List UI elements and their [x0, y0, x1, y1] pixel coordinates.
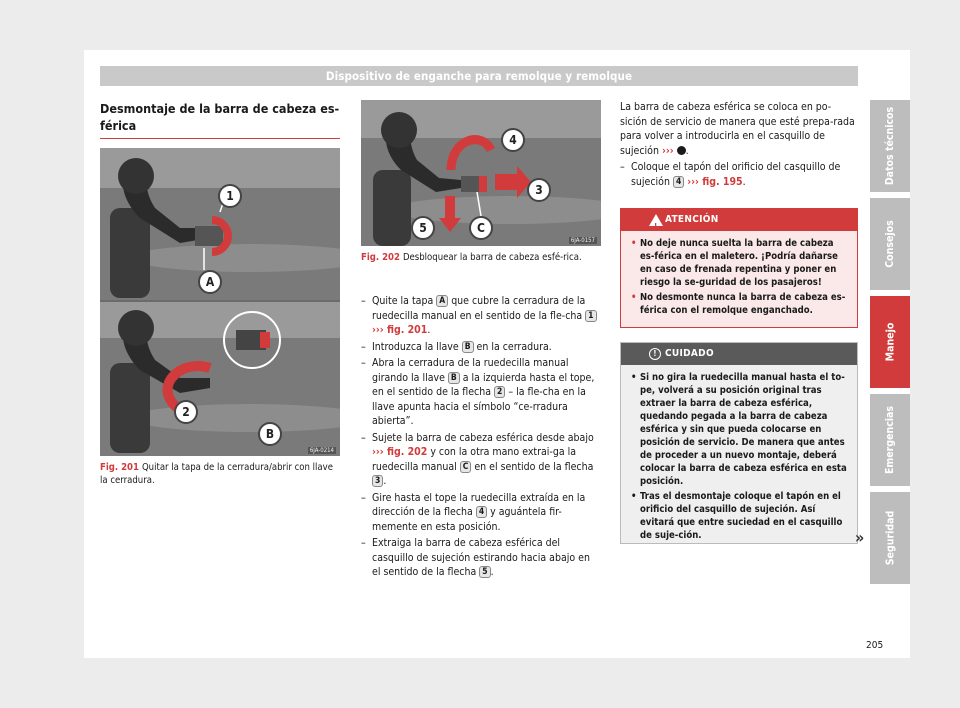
figure-202-code: 6JA-0157 — [570, 237, 595, 244]
key-3: 3 — [372, 475, 383, 487]
step-5: – Gire hasta el tope la ruedecilla extraída en la dirección de la flecha 4 y aguántela fir-memente en esta posición. — [361, 491, 601, 535]
side-tabs — [870, 100, 910, 590]
tab-consejos[interactable]: Consejos — [870, 198, 910, 290]
callout-C: C — [477, 221, 485, 235]
step-6: – Extraiga la barra de cabeza esférica del casquillo de sujeción estirando hacia abajo en el sentido de la flecha 5 . — [361, 536, 601, 580]
figure-202-text: Desbloquear la barra de cabeza esfé-rica. — [402, 252, 582, 263]
callout-3: 3 — [535, 183, 543, 197]
key-B: B — [448, 372, 460, 384]
tab-datos-tecnicos[interactable]: Datos técnicos — [870, 100, 910, 192]
right-column — [620, 100, 858, 191]
figure-202 — [361, 100, 601, 246]
ref-fig-195[interactable]: ››› fig. 195 — [687, 175, 743, 188]
step-3: – Abra la cerradura de la ruedecilla manual girando la llave B a la izquierda hasta el tope, en el sentido de la flecha 2 – la fle-cha en la llave apunta hacia el símbolo “ce-rradura abierta”. — [361, 356, 601, 429]
section-title: Desmontaje de la barra de cabeza es- férica — [100, 101, 340, 133]
callout-1: 1 — [226, 189, 234, 203]
continue-arrow-icon: » — [855, 528, 865, 547]
key-A: A — [436, 295, 448, 307]
tab-emergencias[interactable]: Emergencias — [870, 394, 910, 486]
step-2: – Introduzca la llave B en la cerradura. — [361, 340, 601, 355]
tab-manejo[interactable]: Manejo — [870, 296, 910, 388]
callout-2: 2 — [182, 405, 190, 419]
step-4: – Sujete la barra de cabeza esférica desde abajo ››› fig. 202 y con la otra mano extrai-ga la ruedecilla manual C en el sentido de la flecha 3 . — [361, 431, 601, 489]
paragraph-service-position: La barra de cabeza esférica se coloca en po-sición de servicio de manera que esté prepa-rada para volver a introducirla en el casquillo de sujeción ››› . — [620, 101, 855, 157]
key-B: B — [462, 341, 474, 353]
warning-item: • No desmonte nunca la barra de cabeza es-férica con el remolque enganchado. — [631, 291, 847, 317]
key-4: 4 — [673, 176, 684, 188]
figure-202-number: Fig. 202 — [361, 252, 400, 263]
figure-201-number: Fig. 201 — [100, 462, 139, 473]
figure-202-illustration — [361, 100, 601, 246]
figure-201-illustration — [100, 148, 340, 456]
callout-4: 4 — [509, 133, 517, 147]
ref-fig-201[interactable]: ››› fig. 201 — [372, 324, 428, 336]
callout-5: 5 — [419, 221, 427, 235]
key-4: 4 — [476, 506, 487, 518]
warning-header: ! ATENCIÓN — [621, 209, 857, 231]
caution-item: • Si no gira la ruedecilla manual hasta el to-pe, volverá a su posición original tras extraer la barra de cabeza esférica, quedando pegada a la barra de cabeza esférica y sin que pueda colocarse en posición de servicio. De manera que antes de proceder a un nuevo montaje, deberá colocar la barra de cabeza esférica en esta posición. — [631, 371, 847, 488]
callout-A: A — [205, 275, 215, 289]
figure-201-code: 6JA-0214 — [309, 447, 334, 454]
step-plug: – Coloque el tapón del orificio del casquillo de sujeción 4 ››› fig. 195. — [620, 160, 858, 189]
figure-201 — [100, 148, 340, 456]
warning-mini-icon — [677, 146, 686, 155]
callout-B: B — [265, 427, 275, 441]
step-1: – Quite la tapa A que cubre la cerradura de la ruedecilla manual en el sentido de la fle-cha 1 ››› fig. 201. — [361, 294, 601, 338]
tab-seguridad[interactable]: Seguridad — [870, 492, 910, 584]
warning-box — [620, 208, 858, 328]
info-circle-icon: ! — [649, 348, 661, 360]
caution-item: • Tras el desmontaje coloque el tapón en el orificio del casquillo de sujeción. Así evitará que entre suciedad en el casquillo de suje-ción. — [631, 490, 847, 542]
figure-201-text: Quitar la tapa de la cerradura/abrir con llave la cerradura. — [100, 462, 333, 486]
key-5: 5 — [479, 566, 490, 578]
page-number: 205 — [866, 640, 884, 651]
warning-body — [621, 231, 857, 325]
page-header: Dispositivo de enganche para remolque y remolque — [100, 66, 858, 86]
warning-triangle-icon — [649, 214, 663, 226]
ref-warning[interactable]: ››› — [661, 144, 674, 157]
figure-201-caption — [100, 462, 340, 487]
key-1: 1 — [585, 310, 596, 322]
figure-202-caption — [361, 252, 601, 265]
section-rule — [100, 138, 340, 139]
steps-column — [361, 294, 601, 582]
ref-fig-202[interactable]: ››› fig. 202 — [372, 446, 428, 458]
caution-header: ! CUIDADO — [621, 343, 857, 365]
key-C: C — [460, 461, 472, 473]
key-2: 2 — [494, 386, 505, 398]
warning-item: • No deje nunca suelta la barra de cabeza es-férica en el maletero. ¡Podría dañarse en caso de frenada repentina y poner en riesgo la se-guridad de los pasajeros! — [631, 237, 847, 289]
caution-body — [621, 365, 857, 550]
caution-box — [620, 342, 858, 544]
